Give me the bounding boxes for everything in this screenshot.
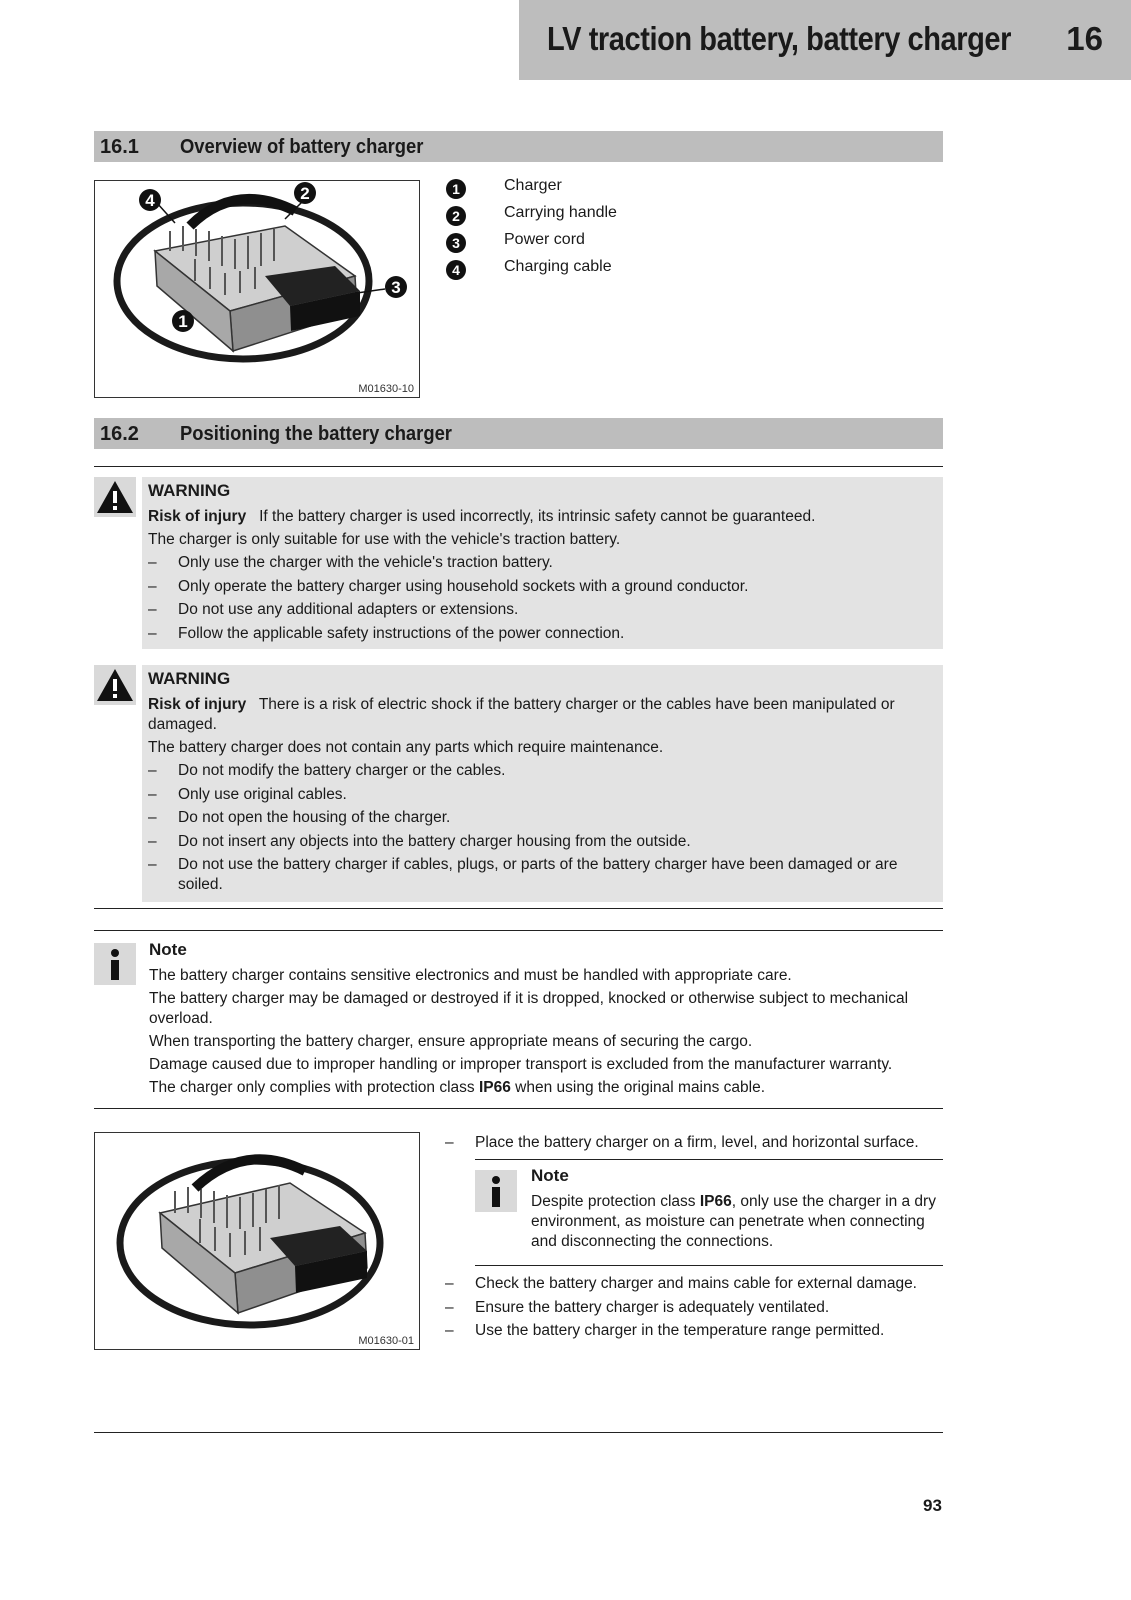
note-paragraph: Damage caused due to improper handling or improper transport is excluded from the manufacturer warranty. xyxy=(149,1056,893,1073)
chapter-header xyxy=(519,0,1131,80)
svg-text:3: 3 xyxy=(391,278,401,297)
note-paragraph: When transporting the battery charger, ensure appropriate means of securing the cargo. xyxy=(149,1033,753,1050)
legend-number: 2 xyxy=(446,206,466,226)
risk-statement xyxy=(148,695,937,735)
section-heading-16-2 xyxy=(94,418,943,449)
section-number: 16.1 xyxy=(100,136,139,158)
warning-box-1 xyxy=(142,477,943,649)
note-paragraph: The battery charger may be damaged or destroyed if it is dropped, knocked or otherwise subject to mechanical overload. xyxy=(149,990,909,1027)
note-text-part: The charger only complies with protection class xyxy=(149,1079,475,1096)
charger-placement-figure xyxy=(94,1132,420,1350)
legend-number: 1 xyxy=(446,179,466,199)
info-icon xyxy=(94,943,136,985)
legend-number: 4 xyxy=(446,260,466,280)
charger-illustration xyxy=(95,181,418,396)
chapter-number: 16 xyxy=(1066,20,1103,57)
warning-icon xyxy=(94,477,136,517)
info-icon xyxy=(475,1170,517,1212)
risk-label: Risk of injury xyxy=(148,696,247,713)
list-item: – Do not open the housing of the charger. xyxy=(148,808,937,828)
divider xyxy=(94,908,943,909)
list-item: – Only operate the battery charger using household sockets with a ground conductor. xyxy=(148,577,937,597)
warning-intro: The battery charger does not contain any parts which require maintenance. xyxy=(148,739,664,756)
page-number: 93 xyxy=(923,1496,942,1515)
note-text-part: when using the original mains cable. xyxy=(515,1079,766,1096)
charger-overview-figure xyxy=(94,180,420,398)
legend-label: Carrying handle xyxy=(504,204,617,221)
svg-text:2: 2 xyxy=(300,184,310,203)
charger-illustration xyxy=(95,1133,418,1348)
note-box-1 xyxy=(149,940,944,1101)
section-title: Positioning the battery charger xyxy=(180,423,452,445)
list-item: – Follow the applicable safety instructions of the power connection. xyxy=(148,624,937,644)
figure-id: M01630-10 xyxy=(358,383,414,395)
note-heading: Note xyxy=(149,940,187,959)
instruction-steps xyxy=(445,1133,943,1345)
chapter-title: LV traction battery, battery charger xyxy=(547,20,1011,57)
risk-statement xyxy=(148,507,937,527)
section-number: 16.2 xyxy=(100,423,139,445)
warning-box-2 xyxy=(142,665,943,902)
section-title: Overview of battery charger xyxy=(180,136,424,158)
divider xyxy=(94,1108,943,1109)
list-item: – Only use original cables. xyxy=(148,785,937,805)
divider xyxy=(94,466,943,467)
step-item: – Check the battery charger and mains cable for external damage. xyxy=(445,1274,943,1294)
list-item: – Do not modify the battery charger or the cables. xyxy=(148,761,937,781)
divider xyxy=(94,930,943,931)
list-item: – Do not insert any objects into the battery charger housing from the outside. xyxy=(148,832,937,852)
svg-text:1: 1 xyxy=(178,312,188,331)
risk-label: Risk of injury xyxy=(148,508,247,525)
note-heading: Note xyxy=(531,1166,569,1185)
risk-text: There is a risk of electric shock if the battery charger or the cables have been manipulated or damaged. xyxy=(148,696,895,733)
warning-heading: WARNING xyxy=(148,481,231,500)
figure-id: M01630-01 xyxy=(358,1335,414,1347)
legend-label: Charger xyxy=(504,177,562,194)
protection-class: IP66 xyxy=(699,1193,732,1210)
risk-text: If the battery charger is used incorrectly, its intrinsic safety cannot be guaranteed. xyxy=(259,508,816,525)
legend-label: Power cord xyxy=(504,231,585,248)
warning-icon xyxy=(94,665,136,705)
note-text-part: , only use the charger in a dry environment, as moisture can penetrate when connecting and disconnecting the connections. xyxy=(531,1193,936,1250)
note-text-part: Despite protection class xyxy=(531,1193,696,1210)
note-paragraph xyxy=(531,1192,943,1252)
note-paragraph xyxy=(149,1078,944,1098)
note-box-2 xyxy=(475,1159,943,1266)
note-paragraph: The battery charger contains sensitive electronics and must be handled with appropriate care. xyxy=(149,967,792,984)
warning-heading: WARNING xyxy=(148,669,231,688)
list-item: – Do not use the battery charger if cables, plugs, or parts of the battery charger have been damaged or are soiled. xyxy=(148,855,937,895)
step-item: – Use the battery charger in the temperature range permitted. xyxy=(445,1321,943,1341)
section-heading-16-1 xyxy=(94,131,943,162)
svg-text:4: 4 xyxy=(145,191,155,210)
divider xyxy=(94,1432,943,1433)
warning-intro: The charger is only suitable for use with the vehicle's traction battery. xyxy=(148,531,621,548)
legend-number: 3 xyxy=(446,233,466,253)
step-item: – Place the battery charger on a firm, level, and horizontal surface. xyxy=(445,1133,943,1153)
step-item: – Ensure the battery charger is adequately ventilated. xyxy=(445,1298,943,1318)
protection-class: IP66 xyxy=(478,1079,511,1096)
list-item: – Only use the charger with the vehicle's traction battery. xyxy=(148,553,937,573)
legend-label: Charging cable xyxy=(504,258,612,275)
list-item: – Do not use any additional adapters or extensions. xyxy=(148,600,937,620)
